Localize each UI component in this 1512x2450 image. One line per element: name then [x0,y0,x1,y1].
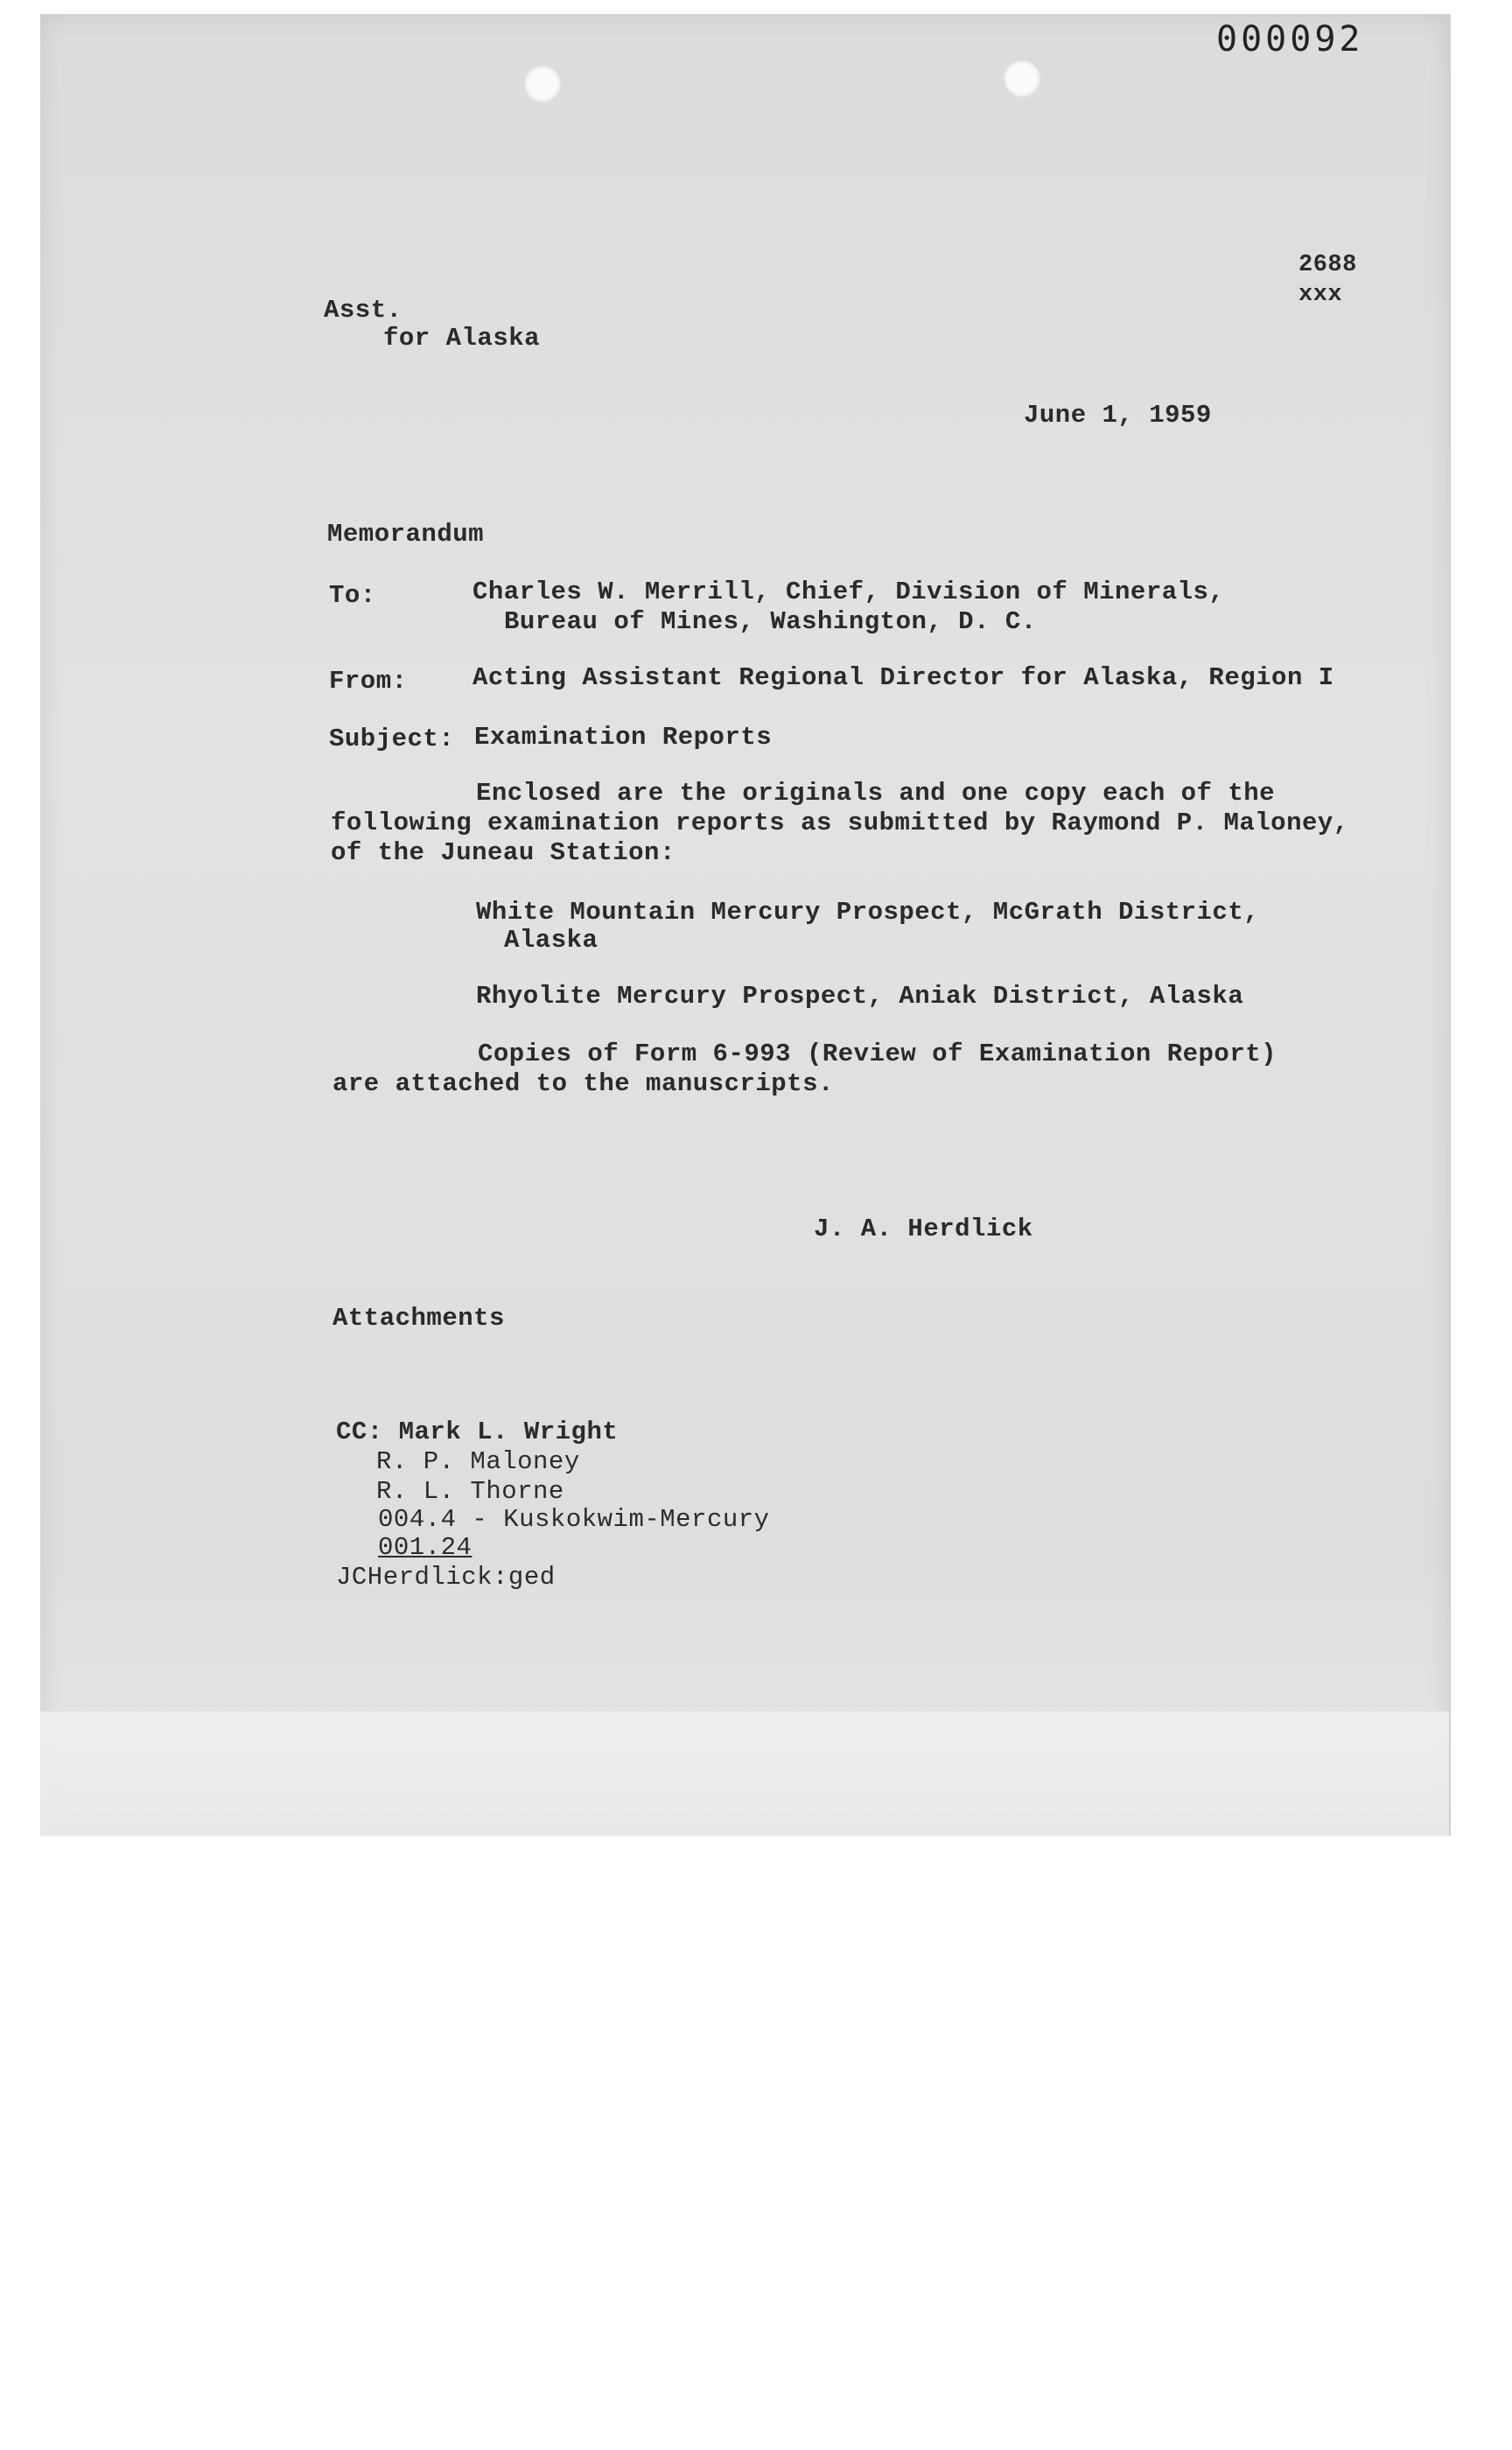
body-para1-line3: of the Juneau Station: [331,838,676,867]
to-line-2: Bureau of Mines, Washington, D. C. [504,607,1037,636]
page-bottom-band [40,1712,1449,1836]
body-para2-line1: Copies of Form 6-993 (Review of Examination Report) [478,1040,1278,1068]
attachments-label: Attachments [332,1304,505,1333]
file-code-marks: xxx [1298,282,1343,308]
subject-label: Subject: [329,724,455,753]
binder-hole-right [1003,60,1041,98]
cc-line-1: CC: Mark L. Wright [336,1418,619,1446]
signature: J. A. Herdlick [814,1214,1033,1243]
page-number-stamp: 000092 [1216,19,1364,60]
to-label: To: [329,581,376,610]
body-para1-line2: following examination reports as submitted by Raymond P. Maloney, [331,808,1349,837]
sender-line-2: for Alaska [383,324,541,353]
subject-value: Examination Reports [474,723,773,752]
report-1-line2: Alaska [504,926,598,955]
doc-type-heading: Memorandum [327,520,485,549]
to-line-1: Charles W. Merrill, Chief, Division of Minerals, [472,578,1225,606]
body-para2-line2: are attached to the manuscripts. [332,1069,834,1098]
body-para1-line1: Enclosed are the originals and one copy each of the [476,779,1276,808]
from-label: From: [329,667,408,696]
from-value: Acting Assistant Regional Director for Alaska, Region I [472,663,1334,692]
cc-line-4: 004.4 - Kuskokwim-Mercury [378,1505,770,1534]
report-2: Rhyolite Mercury Prospect, Aniak District, Alaska [476,982,1244,1011]
report-1-line1: White Mountain Mercury Prospect, McGrath District, [476,898,1260,927]
binder-hole-left [523,65,562,103]
sender-line-1: Asst. [324,296,402,325]
file-code: 2688 [1298,252,1357,278]
cc-line-3: R. L. Thorne [376,1477,564,1506]
cc-line-5: 001.24 [378,1533,472,1562]
memo-date: June 1, 1959 [1024,401,1212,430]
cc-line-2: R. P. Maloney [376,1447,580,1476]
typist-initials: JCHerdlick:ged [336,1563,556,1592]
